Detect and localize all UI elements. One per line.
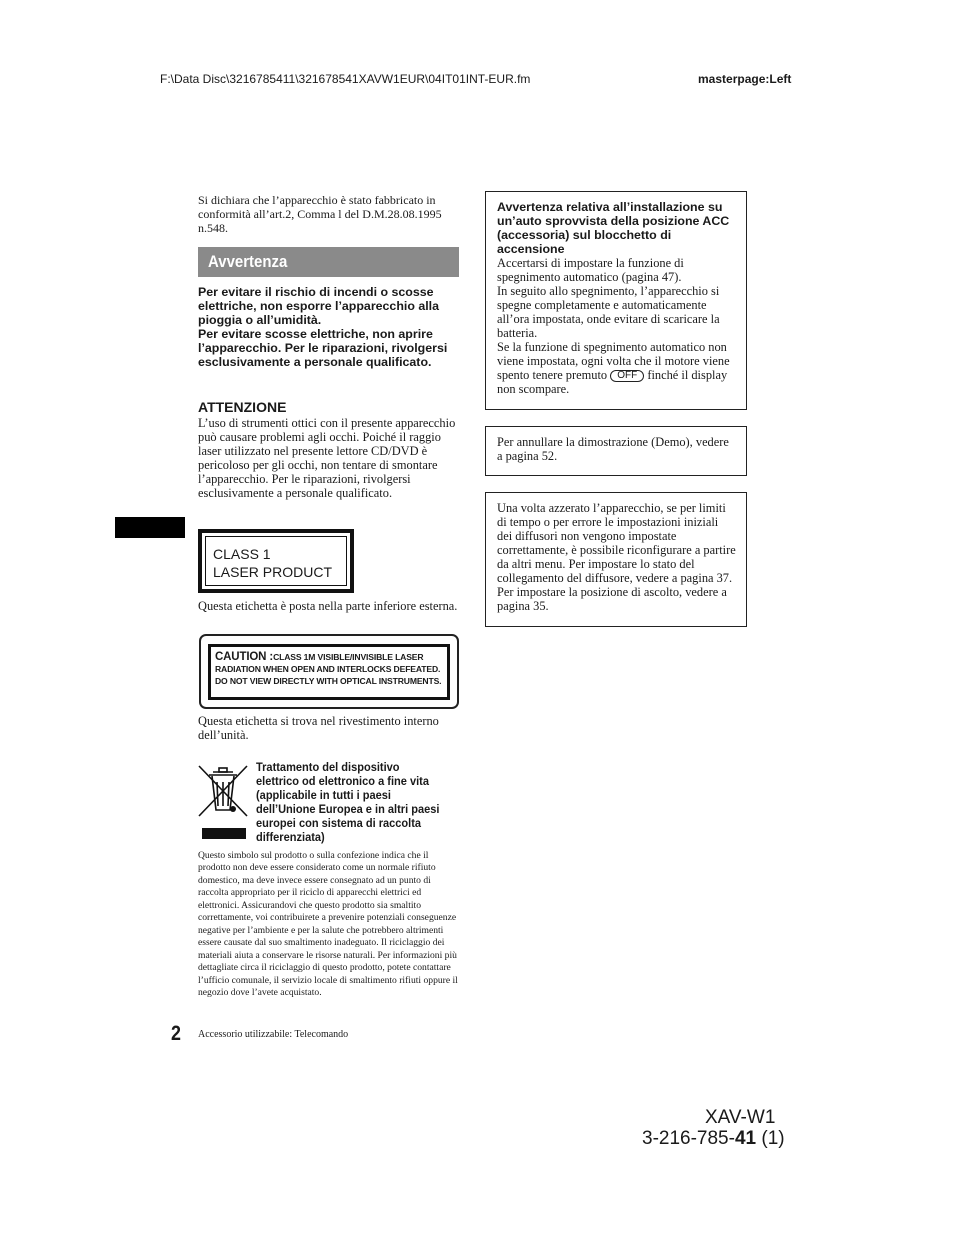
warning-fire: Per evitare il rischio di incendi o scosse elettriche, non esporre l’apparecchio alla pioggia o all’umidità. [198,285,440,327]
crossed-bin-icon [197,762,249,842]
demo-cancel-box [485,426,747,476]
attention-text: L’uso di strumenti ottici con il presente apparecchio può causare problemi agli occhi. Poiché il raggio laser utilizzato nel presente lettore CD/DVD è pericoloso per gli occhi, non tentare di smontare l’apparecchio. Per le riparazioni, rivolgersi esclusivamente a personale qualificato. [198,416,456,500]
caution-line1: CLASS 1M VISIBLE/INVISIBLE LASER [273,652,424,662]
acc-installation-p1: Accertarsi di impostare la funzione di spegnimento automatico (pagina 47). [497,256,684,284]
part-number: 3-216-785-41 (1) [642,1128,785,1149]
section-tab-marker [115,517,185,538]
demo-cancel-text: Per annullare la dimostrazione (Demo), vedere a pagina 52. [497,435,729,463]
caution-word: CAUTION : [215,651,274,663]
attention-heading: ATTENZIONE [198,399,287,415]
acc-installation-title: Avvertenza relativa all’installazione su un’auto sprovvista della posizione ACC (accessoria) sul blocchetto di accensione [497,200,730,256]
class1-laser-label [198,529,354,593]
class-label-line1: CLASS 1 [213,546,271,562]
file-path-header: F:\Data Disc\3216785411\321678541XAVW1EUR\04IT01INT-EUR.fm [160,72,531,86]
masterpage-label: masterpage:Left [698,72,792,86]
acc-installation-box [485,191,747,410]
class1-laser-label-inner [205,536,347,586]
acc-installation-p2: In seguito allo spegnimento, l’apparecchio si spegne completamente e automaticamente all’ora impostata, onde evitare di scaricare la batteria. [497,284,720,340]
caution-laser-label-inner [208,644,450,700]
caution-label-note: Questa etichetta si trova nel rivestimento interno dell’unità. [198,714,439,742]
acc-installation-p3: Se la funzione di spegnimento automatico non viene impostata, ogni volta che il motore viene spento tenere premuto OFF finché il display non scompare. [497,340,730,396]
class-label-line2: LASER PRODUCT [213,564,333,580]
section-title: Avvertenza [198,247,459,277]
page-number: 2 [171,1022,181,1045]
weee-title: Trattamento del dispositivo elettrico od elettronico a fine vita (applicabile in tutti i paesi dell’Unione Europea e in altri paesi europei con sistema di raccolta differenziata) [256,760,440,845]
class-label-note: Questa etichetta è posta nella parte inferiore esterna. [198,599,458,613]
warning-block [198,285,460,369]
declaration-text: Si dichiara che l’apparecchio è stato fabbricato in conformità all’art.2, Comma l del D.M.28.08.1995 n.548. [198,193,442,235]
speaker-reset-text: Una volta azzerato l’apparecchio, se per limiti di tempo o per errore le impostazioni iniziali dei diffusori non vengono impostate correttamente, è possibile riconfigurare a partire da altri menu. Per impostare lo stato del collegamento del diffusore, vedere a pagina 37. Per impostare la posizione di ascolto, vedere a pagina 35. [497,501,736,613]
accessory-text: Accessorio utilizzabile: Telecomando [198,1029,349,1040]
caution-laser-label [199,634,459,709]
weee-text: Questo simbolo sul prodotto o sulla confezione indica che il prodotto non deve essere considerato come un normale rifiuto domestico, ma deve invece essere consegnato ad un punto di raccolta appropriato per il riciclo di apparecchi elettrici ed elettronici. Assicurandovi che questo prodotto sia smaltito correttamente, voi contribuirete a prevenire potenziali conseguenze negative per l’ambiente e per la salute che potrebbero altrimenti essere causate dal suo smaltimento inadeguato. Il riciclaggio dei materiali aiuta a conservare le risorse naturali. Per informazioni più dettagliate circa il riciclaggio di questo prodotto, potete contattare l’ufficio comunale, il servizio locale di smaltimento rifiuti oppure il negozio dove l’avete acquistato. [198,850,458,998]
warning-shock: Per evitare scosse elettriche, non aprire l’apparecchio. Per le riparazioni, rivolgersi esclusivamente a personale qualificato. [198,327,448,369]
speaker-reset-box [485,492,747,627]
off-button-label: OFF [610,370,644,382]
caution-line3: DO NOT VIEW DIRECTLY WITH OPTICAL INSTRUMENTS. [215,676,442,686]
model-number: XAV-W1 [705,1107,776,1128]
caution-line2: RADIATION WHEN OPEN AND INTERLOCKS DEFEATED. [215,664,441,674]
